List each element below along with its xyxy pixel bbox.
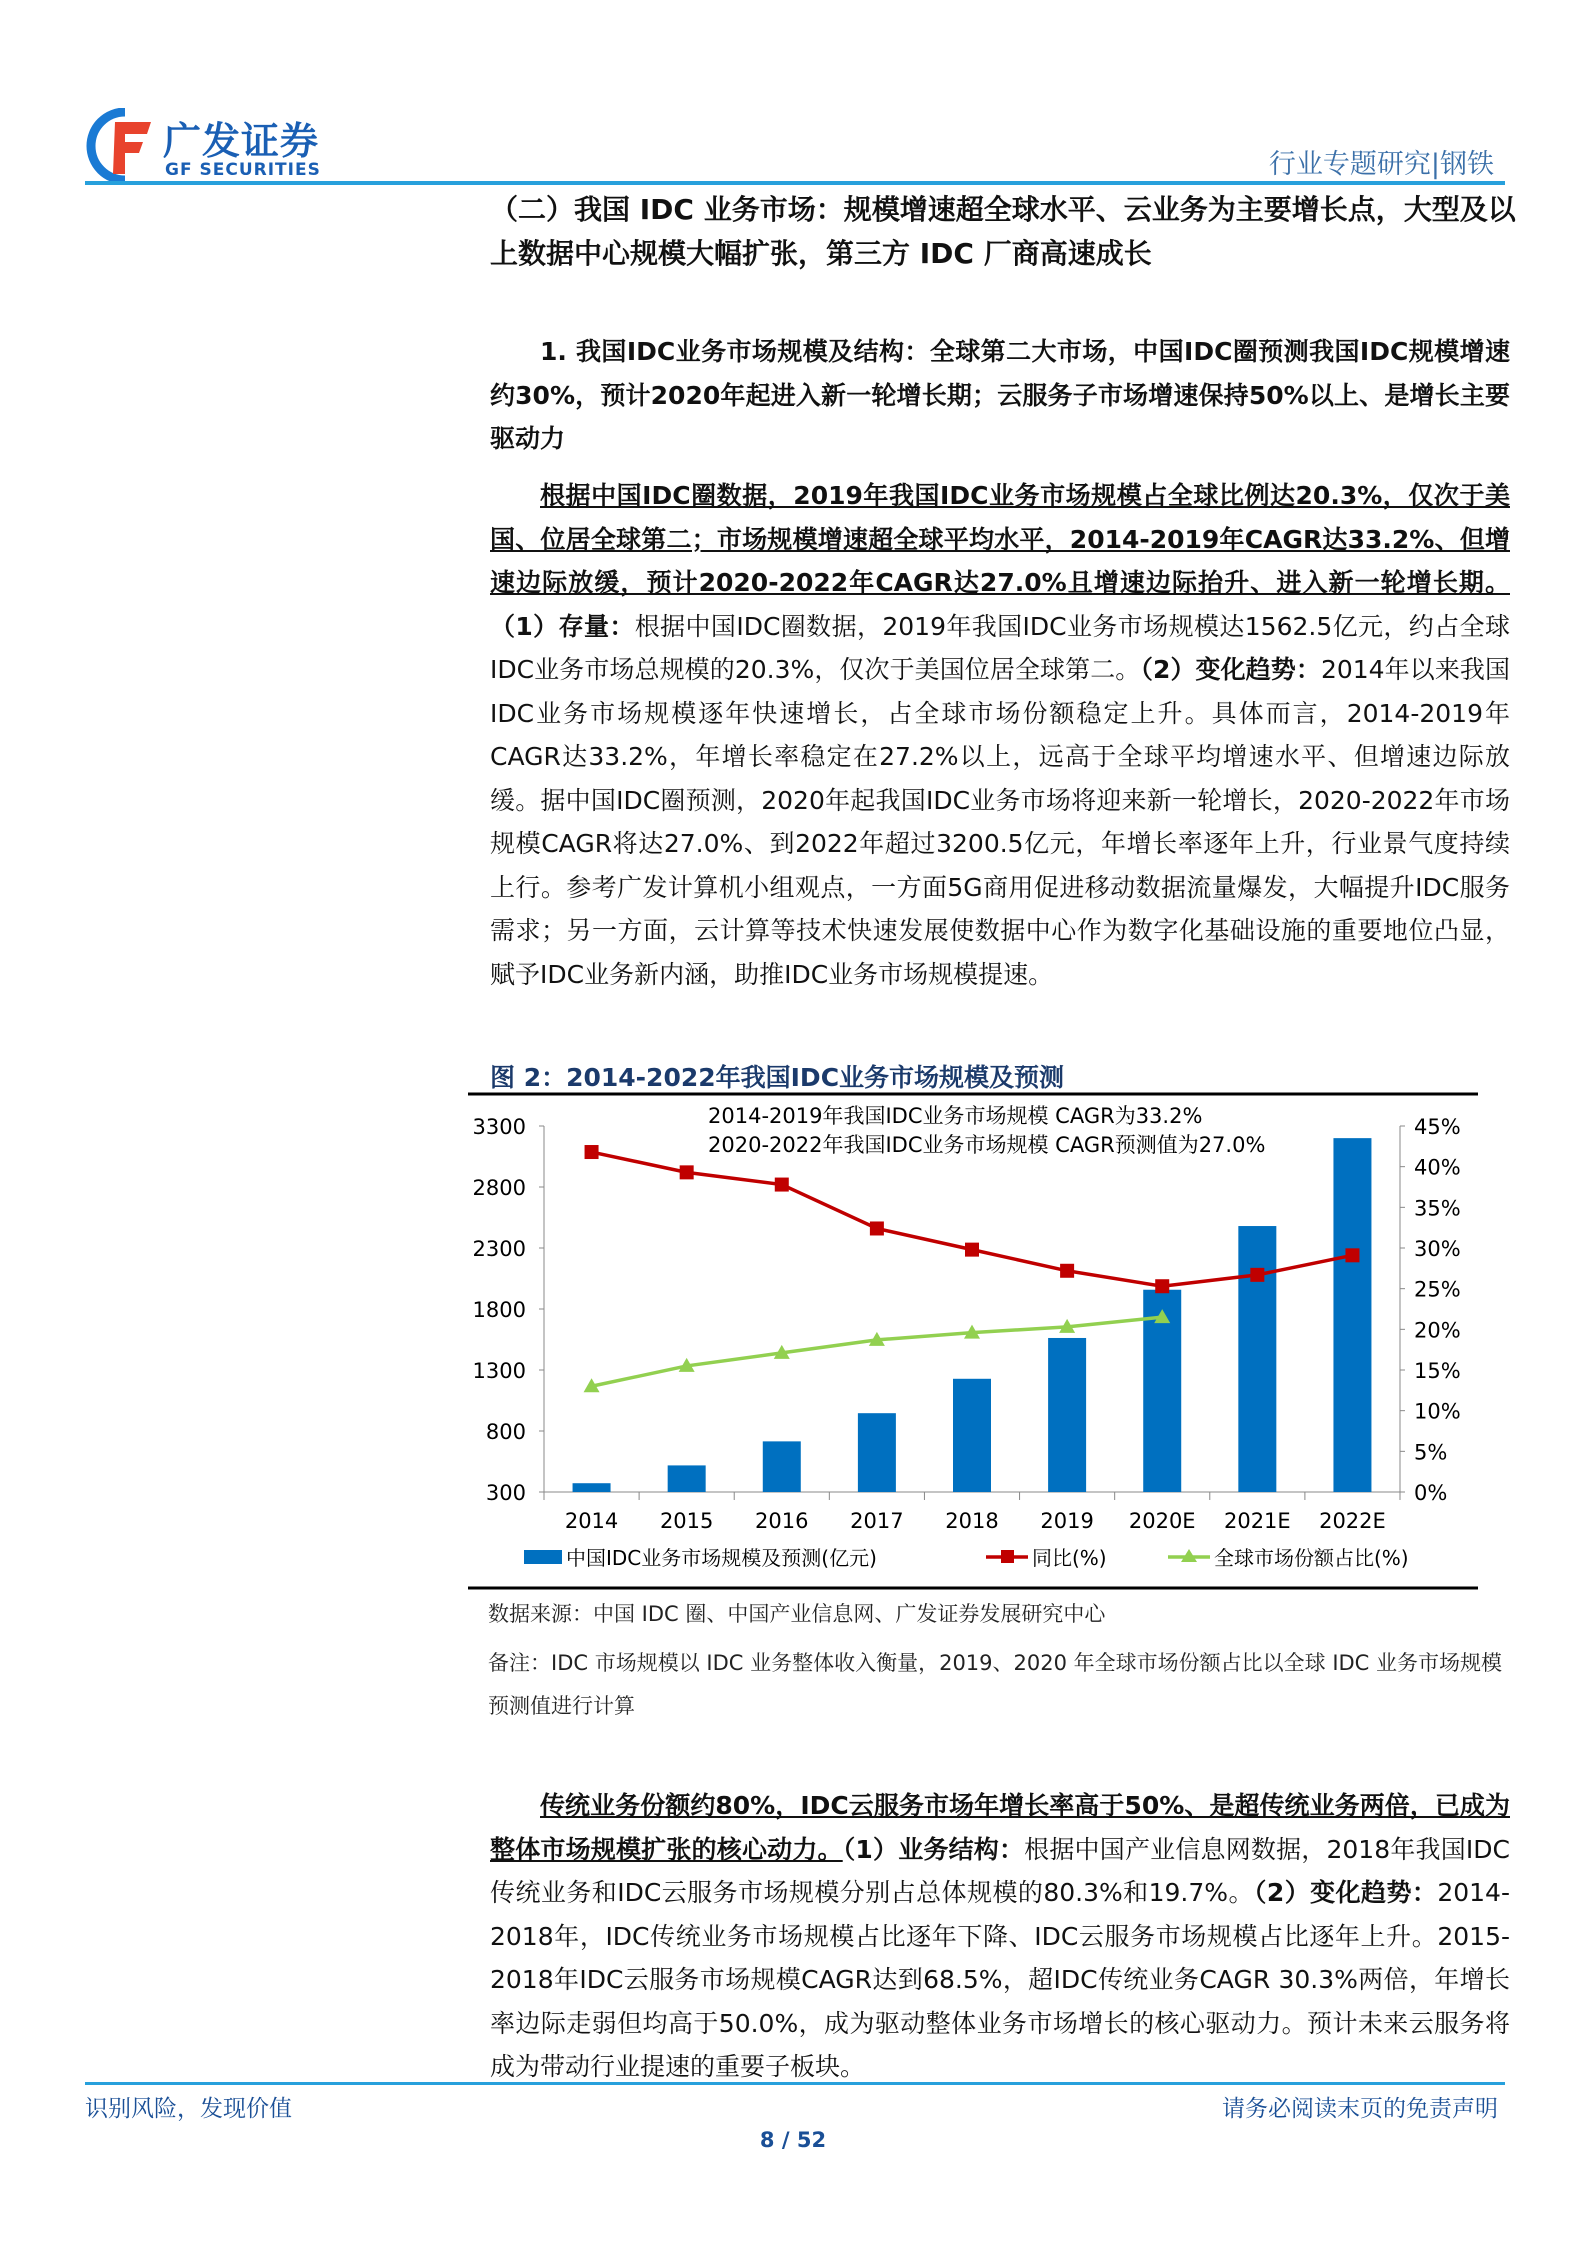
x-tick-label: 2021E (1223, 1509, 1291, 1533)
point-yoy (1250, 1268, 1264, 1282)
x-tick-label: 2020E (1128, 1509, 1196, 1533)
y-right-tick-label: 5% (1414, 1440, 1448, 1465)
point-yoy (1345, 1248, 1359, 1262)
y-right-tick-label: 45% (1414, 1115, 1461, 1139)
y-right-tick-label: 10% (1414, 1399, 1461, 1424)
page-number: 8 / 52 (759, 2128, 827, 2152)
x-tick-label: 2018 (945, 1509, 999, 1533)
point-yoy (870, 1221, 884, 1235)
point-yoy (1155, 1279, 1169, 1293)
x-tick-label: 2017 (850, 1509, 904, 1533)
text-trend: 2014-2018年，IDC传统业务市场规模占比逐年下降、IDC云服务市场规模占比逐年上升。2015-2018年IDC云服务市场规模CAGR达到68.5%，超IDC传统业务CAGR 30.3%两倍，年增长率边际走弱但均高于50.0%，成为驱动整体业务市场增长的核心驱动力。预计未来云服务将成为带动行业提速的重要子板块。 (490, 1878, 1510, 2081)
legend-marker-yoy (1001, 1550, 1014, 1563)
bar-market-size (1238, 1226, 1276, 1492)
paragraph-market-size (490, 474, 1510, 996)
logo-text-en: GF SECURITIES (165, 160, 321, 180)
footer-slogan: 识别风险，发现价值 (85, 2096, 292, 2122)
label-trend: （2）变化趋势： (1140, 655, 1321, 684)
point-yoy (585, 1145, 599, 1159)
report-category: 行业专题研究|钢铁 (1268, 149, 1494, 180)
y-left-tick-label: 1800 (472, 1298, 526, 1322)
y-right-tick-label: 30% (1414, 1237, 1461, 1261)
label-stock: （1）存量： (490, 611, 635, 641)
figure-note: 备注：IDC 市场规模以 IDC 业务整体收入衡量，2019、2020 年全球市场份额占比以全球 IDC 业务市场规模预测值进行计算 (488, 1651, 1503, 1718)
bar-market-size (858, 1413, 896, 1492)
x-tick-label: 2022E (1319, 1509, 1386, 1533)
figure-caption: 图 2：2014-2022年我国IDC业务市场规模及预测 (490, 1063, 1065, 1092)
line-yoy (592, 1152, 1353, 1286)
subsection-heading: 1. 我国IDC业务市场规模及结构：全球第二大市场，中国IDC圈预测我国IDC规模增速约30%，预计2020年起进入新一轮增长期；云服务子市场增速保持50%以上、是增长主要驱动力 (490, 337, 1510, 453)
x-tick-label: 2019 (1040, 1509, 1094, 1533)
footer-divider (85, 2082, 1505, 2085)
idc-market-chart (468, 1092, 1478, 1592)
cagr-annotation: 2014-2019年我国IDC业务市场规模 CAGR为33.2% (708, 1104, 1203, 1128)
key-finding: 根据中国IDC圈数据，2019年我国IDC业务市场规模占全球比例达20.3%，仅次于美国、位居全球第二；市场规模增速超全球平均水平，2014-2019年CAGR达33.2%、但增速边际放缓，预计2020-2022年CAGR达27.0%且增速边际抬升、进入新一轮增长期。 (490, 481, 1510, 597)
y-left-tick-label: 2800 (472, 1176, 526, 1200)
label-structure: （1）业务结构： (842, 1834, 1025, 1864)
x-tick-label: 2014 (564, 1509, 619, 1533)
y-left-tick-label: 1300 (472, 1359, 526, 1383)
bar-market-size (668, 1465, 706, 1492)
header-divider (85, 181, 1505, 185)
footer-disclaimer: 请务必阅读末页的免责声明 (1222, 2096, 1498, 2122)
text-trend: 2014年以来我国IDC业务市场规模逐年快速增长，占全球市场份额稳定上升。具体而言，2014-2019年CAGR达33.2%，年增长率稳定在27.2%以上，远高于全球平均增速水平、但增速边际放缓。据中国IDC圈预测，2020年起我国IDC业务市场将迎来新一轮增长，2020-2022年市场规模CAGR将达27.0%、到2022年超过3200.5亿元，年增长率逐年上升，行业景气度持续上行。参考广发计算机小组观点，一方面5G商用促进移动数据流量爆发，大幅提升IDC服务需求；另一方面，云计算等技术快速发展使数据中心作为数字化基础设施的重要地位凸显，赋予IDC业务新内涵，助推IDC业务市场规模提速。 (490, 655, 1510, 989)
x-tick-label: 2016 (755, 1509, 809, 1533)
bar-market-size (763, 1441, 801, 1492)
gf-securities-logo (85, 108, 345, 183)
y-right-tick-label: 25% (1414, 1277, 1461, 1302)
legend-label-yoy: 同比(%) (1032, 1546, 1107, 1570)
bar-market-size (573, 1483, 611, 1492)
y-right-tick-label: 40% (1414, 1155, 1461, 1180)
paragraph-business-structure (490, 1784, 1510, 2089)
legend-label-bar: 中国IDC业务市场规模及预测(亿元) (566, 1546, 877, 1570)
y-right-tick-label: 15% (1414, 1359, 1461, 1383)
y-left-tick-label: 3300 (472, 1115, 526, 1139)
bar-market-size (1048, 1338, 1086, 1492)
point-yoy (680, 1165, 694, 1179)
legend-label-share: 全球市场份额占比(%) (1214, 1546, 1409, 1570)
y-left-tick-label: 300 (485, 1481, 526, 1505)
logo-text-cn: 广发证券 (163, 119, 320, 163)
legend-swatch-bar (524, 1550, 562, 1564)
point-yoy (775, 1178, 789, 1192)
section-title: （二）我国 IDC 业务市场：规模增速超全球水平、云业务为主要增长点，大型及以上数据中心规模大幅扩张，第三方 IDC 厂商高速成长 (490, 193, 1516, 270)
bar-market-size (953, 1379, 991, 1492)
y-left-tick-label: 800 (485, 1420, 526, 1444)
cagr-annotation: 2020-2022年我国IDC业务市场规模 CAGR预测值为27.0% (708, 1133, 1266, 1157)
key-finding: 传统业务份额约80%，IDC云服务市场年增长率高于50%、是超传统业务两倍，已成为整体市场规模扩张的核心动力。 (490, 1791, 1510, 1864)
point-yoy (1060, 1264, 1074, 1278)
x-tick-label: 2015 (659, 1509, 714, 1533)
y-right-tick-label: 0% (1414, 1481, 1448, 1505)
y-right-tick-label: 20% (1414, 1318, 1461, 1343)
text-stock: 根据中国IDC圈数据，2019年我国IDC业务市场规模达1562.5亿元，约占全球IDC业务市场总规模的20.3%，仅次于美国位居全球第二。 (490, 611, 1510, 684)
y-right-tick-label: 35% (1414, 1196, 1461, 1221)
gf-logo-icon (85, 108, 160, 183)
bar-market-size (1333, 1138, 1371, 1492)
point-yoy (965, 1243, 979, 1257)
text-structure: 根据中国产业信息网数据，2018年我国IDC传统业务和IDC云服务市场规模分别占总体规模的80.3%和19.7%。 (490, 1834, 1510, 1907)
y-left-tick-label: 2300 (472, 1237, 526, 1261)
label-trend: （2）变化趋势： (1253, 1878, 1438, 1907)
data-source: 数据来源：中国 IDC 圈、中国产业信息网、广发证券发展研究中心 (488, 1602, 1106, 1626)
